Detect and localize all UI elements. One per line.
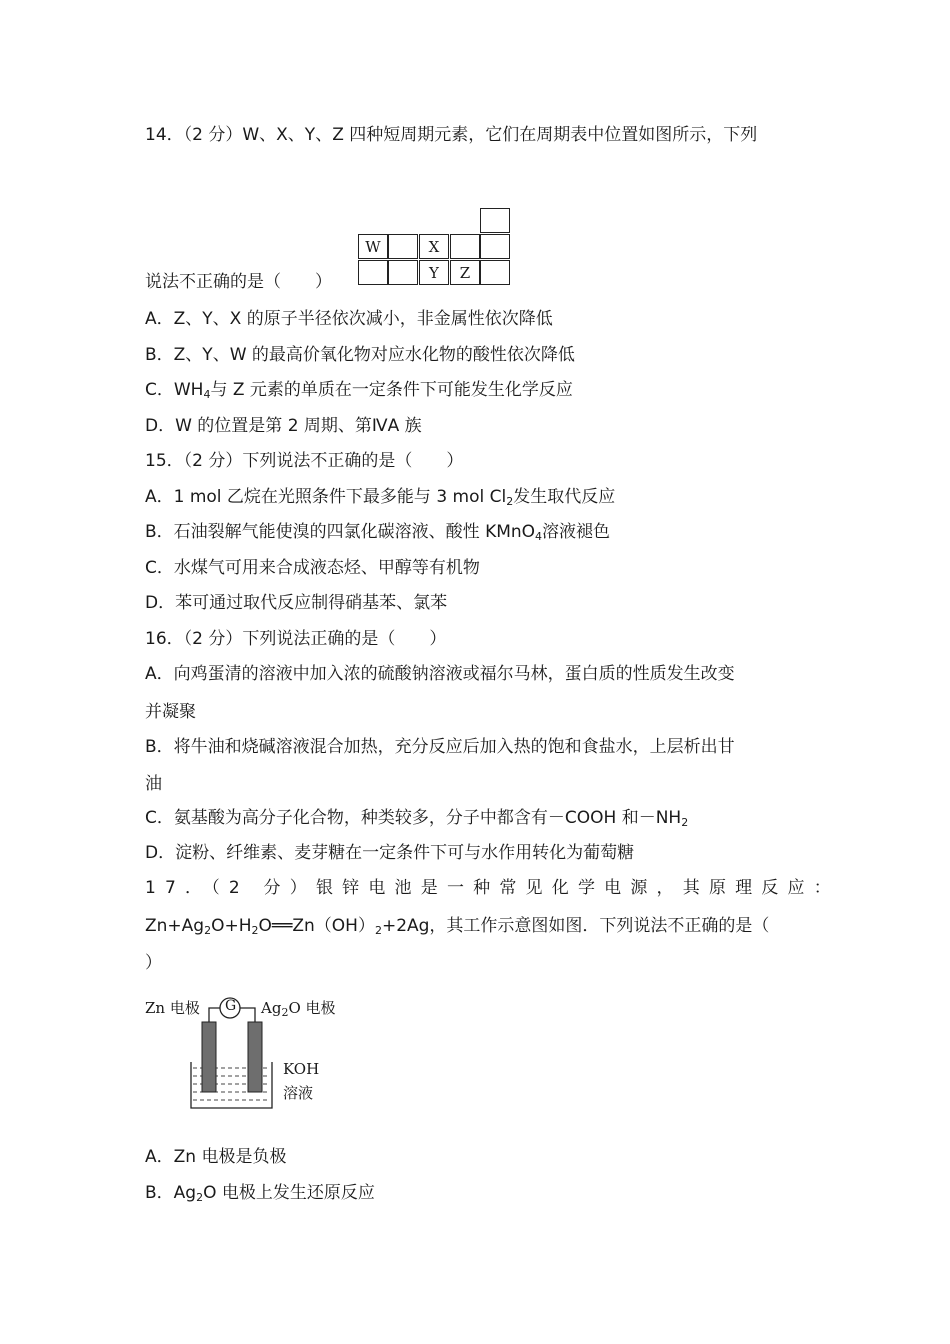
q14-option-a: A．Z、Y、X 的原子半径依次减小，非金属性依次降低 [145, 309, 553, 329]
q15-option-c: C．水煤气可用来合成液态烃、甲醇等有机物 [145, 558, 480, 578]
q16-option-a: A．向鸡蛋清的溶液中加入浓的硫酸钠溶液或福尔马林，蛋白质的性质发生改变 [145, 664, 735, 684]
q14-stem-continued: 说法不正确的是（ ） [145, 272, 332, 292]
table-cell-empty [358, 260, 388, 285]
ag2o-electrode-label: $Ag_2O$ 电极 [261, 999, 336, 1019]
table-cell-empty [450, 234, 480, 259]
q17-stem: 17．（2 分）银锌电池是一种常见化学电源，其原理反应： [145, 878, 840, 898]
q16-option-b: B．将牛油和烧碱溶液混合加热，充分反应后加入热的饱和食盐水，上层析出甘 [145, 737, 735, 757]
table-cell-empty [388, 234, 418, 259]
q16-stem: 16．（2 分）下列说法正确的是（ ） [145, 629, 447, 649]
q14-option-d: D．W 的位置是第 2 周期、第ⅣA 族 [145, 416, 422, 436]
koh-label: KOH [283, 1060, 320, 1078]
q17-option-b: B．$Ag_2O$ 电极上发生还原反应 [145, 1183, 375, 1204]
table-cell-z: Z [450, 260, 480, 285]
table-cell-empty [480, 208, 510, 233]
table-cell-w: W [358, 234, 388, 259]
table-cell-empty [480, 260, 510, 285]
q17-stem-end: ） [145, 953, 162, 973]
q16-option-d: D．淀粉、纤维素、麦芽糖在一定条件下可与水作用转化为葡萄糖 [145, 843, 635, 863]
q15-option-b: B．石油裂解气能使溴的四氯化碳溶液、酸性 KMnO$_4$溶液褪色 [145, 522, 611, 543]
table-cell-x: X [419, 234, 449, 259]
q14-stem: 14．（2 分）W、X、Y、Z 四种短周期元素，它们在周期表中位置如图所示，下列 [145, 125, 758, 145]
q17-option-a: A．Zn 电极是负极 [145, 1147, 287, 1167]
q15-option-a: A．1 mol 乙烷在光照条件下最多能与 3 mol $Cl_2$发生取代反应 [145, 487, 616, 508]
table-cell-empty [480, 234, 510, 259]
q17-equation: $Zn+Ag_2O+H_2O══Zn(OH)_2+2Ag$，其工作示意图如图．下列说法不正确的是（ [145, 916, 770, 937]
q16-option-b-continued: 油 [145, 774, 162, 794]
table-cell-empty [388, 260, 418, 285]
q16-option-a-continued: 并凝聚 [145, 702, 196, 722]
q15-option-d: D．苯可通过取代反应制得硝基苯、氯苯 [145, 593, 448, 613]
zn-electrode-label: Zn 电极 [145, 999, 200, 1017]
galvanometer-label: G [225, 998, 237, 1014]
table-cell-y: Y [419, 260, 449, 285]
q14-option-c: C．$WH_4$与 Z 元素的单质在一定条件下可能发生化学反应 [145, 380, 573, 401]
q16-option-c: C．氨基酸为高分子化合物，种类较多，分子中都含有－COOH 和$-NH_2$ [145, 808, 689, 829]
solution-label: 溶液 [283, 1084, 314, 1102]
q14-option-b: B．Z、Y、W 的最高价氧化物对应水化物的酸性依次降低 [145, 345, 575, 365]
q15-stem: 15．（2 分）下列说法不正确的是（ ） [145, 451, 464, 471]
